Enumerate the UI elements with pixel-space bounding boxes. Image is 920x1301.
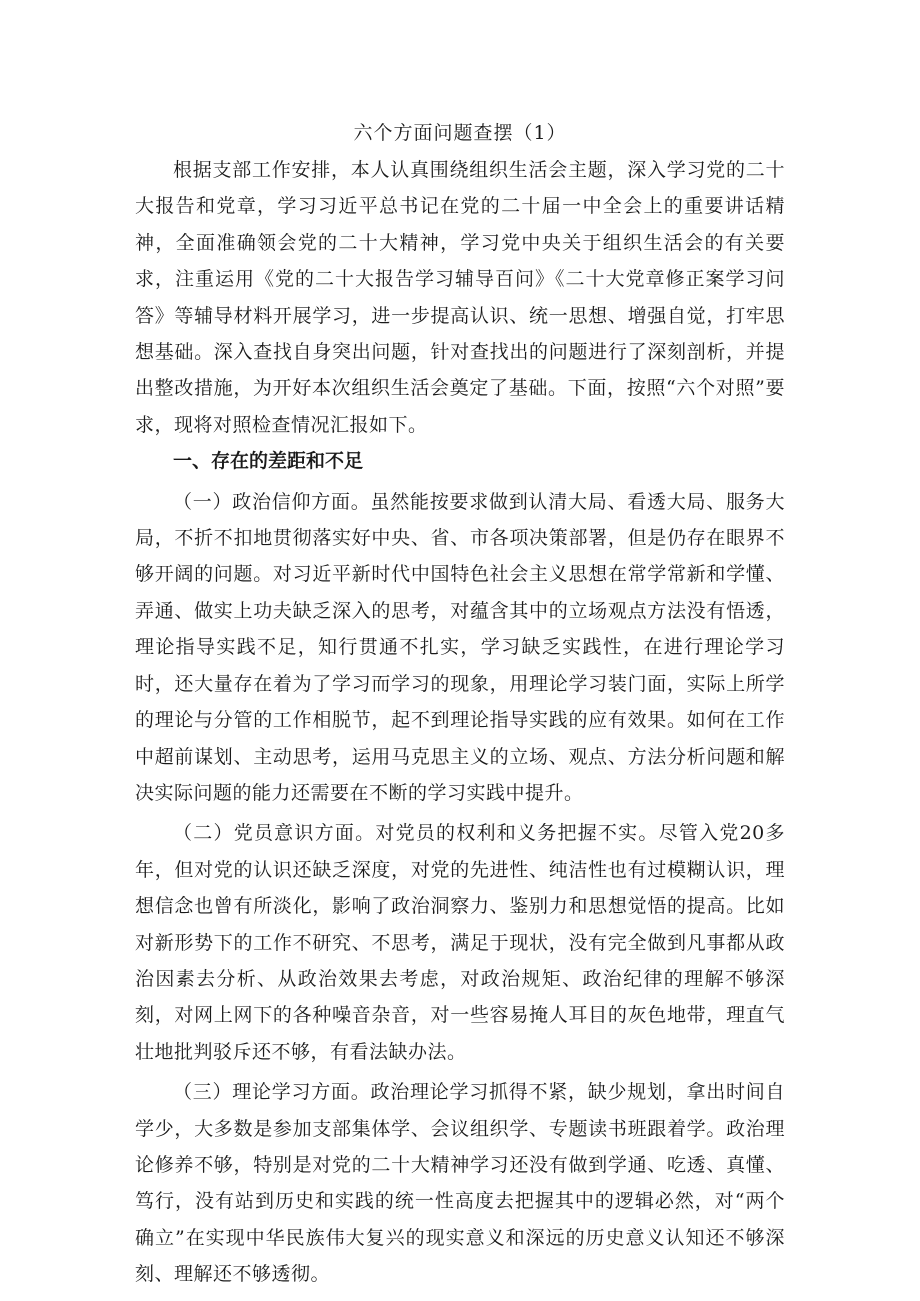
paragraph-political-belief: （一）政治信仰方面。虽然能按要求做到认清大局、看透大局、服务大局，不折不扣地贯彻落实好中央、省、市各项决策部署，但是仍存在眼界不够开阔的问题。对习近平新时代中国特色社会主义思想在常学常新和学懂、弄通、做实上功夫缺乏深入的思考，对蕴含其中的立场观点方法没有悟透，理论指导实践不足，知行贯通不扎实，学习缺乏实践性，在进行理论学习时，还大量存在着为了学习而学习的现象，用理论学习装门面，实际上所学的理论与分管的工作相脱节，起不到理论指导实践的应有效果。如何在工作中超前谋划、主动思考，运用马克思主义的立场、观点、方法分析问题和解决实际问题的能力还需要在不断的学习实践中提升。: [135, 490, 785, 804]
paragraph-party-awareness: （二）党员意识方面。对党员的权利和义务把握不实。尽管入党20多年，但对党的认识还缺乏深度，对党的先进性、纯洁性也有过模糊认识，理想信念也曾有所淡化，影响了政治洞察力、鉴别力和思想觉悟的提高。比如对新形势下的工作不研究、不思考，满足于现状，没有完全做到凡事都从政治因素去分析、从政治效果去考虑，对政治规矩、政治纪律的理解不够深刻，对网上网下的各种噪音杂音，对一些容易掩人耳目的灰色地带，理直气壮地批判驳斥还不够，有看法缺办法。: [135, 822, 785, 1063]
intro-paragraph: 根据支部工作安排，本人认真围绕组织生活会主题，深入学习党的二十大报告和党章，学习习近平总书记在党的二十届一中全会上的重要讲话精神，全面准确领会党的二十大精神，学习党中央关于组织生活会的有关要求，注重运用《党的二十大报告学习辅导百问》《二十大党章修正案学习问答》等辅导材料开展学习，进一步提高认识、统一思想、增强自觉，打牢思想基础。深入查找自身突出问题，针对查找出的问题进行了深刻剖析，并提出整改措施，为开好本次组织生活会奠定了基础。下面，按照“六个对照”要求，现将对照检查情况汇报如下。: [135, 159, 785, 436]
paragraph-theory-study: （三）理论学习方面。政治理论学习抓得不紧，缺少规划，拿出时间自学少，大多数是参加支部集体学、会议组织学、专题读书班跟着学。政治理论修养不够，特别是对党的二十大精神学习还没有做到学通、吃透、真懂、笃行，没有站到历史和实践的统一性高度去把握其中的逻辑必然，对“两个确立”在实现中华民族伟大复兴的现实意义和深远的历史意义认知还不够深刻、理解还不够透彻。: [135, 1081, 785, 1286]
section-heading-gaps: 一、存在的差距和不足: [173, 450, 364, 473]
document-title: 六个方面问题查摆（1）: [353, 122, 567, 144]
